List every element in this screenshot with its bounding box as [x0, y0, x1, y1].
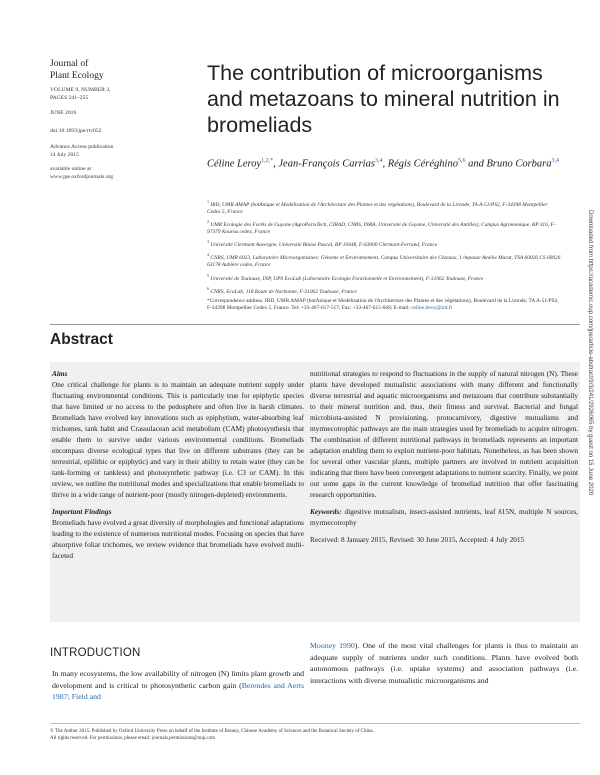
introduction-right-text — [310, 640, 578, 686]
author-affil-sup: 1,2,* — [261, 158, 274, 164]
keywords-text: digestive mutualism, insect-assisted nutrients, leaf δ15N, multiple N sources, myrmecotrophy — [310, 507, 578, 527]
introduction-left-text — [52, 668, 304, 703]
intro-paragraph: In many ecosystems, the low availability of nitrogen (N) limits plant growth and development and is critical to photosynthetic carbon gain ( — [52, 669, 304, 690]
author-affil-sup: 3,4 — [374, 158, 383, 164]
abstract-continuation: nutritional strategies to respond to fluctuations in the supply of natural nitrogen (N). These plants have developed mutualistic associations with many different and functionally diverse terrestrial and aquatic microorganisms and metazoans that contribute substantially to their mineral nutrition and, thus, their fitness and survival. Bacterial and fungal microbiota-assisted N provisioning, protocarnivory, digestive mutualisms and myrmecotrophic pathways are the main strategies used by bromeliads to acquire nitrogen. The combination of different nutritional pathways in bromeliads represents an important adaptation enabling them to exploit nutrient-poor habitats. Nonetheless, as has been shown for several other vascular plants, multiple partners are involved in nutrient acquisition indicating that there have been convergent adaptations to nutrient scarcity. Finally, we point out some gaps in the current knowledge of bromeliad nutrition that offer fascinating research opportunities. — [310, 369, 578, 499]
affiliation: $^4$ CNRS, UMR 6023, Laboratoire Microorganismes: Génome et Environnement, Campus Universitaire des Cézeaux, 1 impasse Amélie Murat, TSA 60026 CS 60026 63178 Aubière cedex, France — [207, 252, 561, 269]
author-joiner: , — [382, 158, 388, 170]
correspondence — [207, 298, 562, 312]
intro-citation[interactable]: Berendes and Aerts 1987; Field and — [52, 680, 304, 701]
abstract-right-column — [310, 368, 578, 551]
author-joiner: and — [465, 158, 487, 170]
article-title: The contribution of microorganisms and metazoans to mineral nutrition in bromeliads — [207, 61, 560, 137]
findings-text: Bromeliads have evolved a great diversity of morphologies and functional adaptations leading to the existence of numerous nutritional modes. Focusing on species that have absorptive foliar trichomes, we review evidence that bromeliads have evolved multi-faceted — [52, 518, 304, 560]
footer-divider — [50, 723, 580, 724]
aims-text: One critical challenge for plants is to maintain an adequate nutrient supply under fluctuating environmental conditions. This is particularly true for epiphytic species that have limited or no access to the pedosphere and often live in harsh climates. Bromeliads have evolved key innovations such as epiphytism, water-absorbing leaf trichomes, tank habit and Crassulacean acid metabolism (CAM) photosynthesis that enable them to survive under various environmental conditions. Bromeliads encompass diverse ecological types that live on different substrates (they can be terrestrial, epilithic or epiphytic) and vary in their ability to retain water (they can be tank-forming or tankless) and photosynthetic pathway (i.e. C3 or CAM). In this review, we outline the nutritional modes and specializations that enable bromeliads to thrive in a wide range of nutrient-poor (mostly nitrogen-depleted) environments. — [52, 380, 304, 499]
volume-text: VOLUME 9, NUMBER 3, — [50, 87, 111, 93]
journal-name-line2: Plant Ecology — [50, 71, 104, 81]
issue-date: JUNE 2016 — [50, 110, 77, 116]
author-name: Céline Leroy — [207, 158, 262, 170]
author-joiner: , — [273, 158, 279, 170]
journal-name-line1: Journal of — [50, 59, 89, 69]
aims-heading: Aims — [52, 369, 68, 378]
author-affil-sup: 5,6 — [457, 158, 466, 164]
advance-access-label: Advance Access publication — [50, 144, 114, 150]
intro-citation[interactable]: Mooney 1990 — [310, 641, 355, 650]
advance-access-date: 14 July 2015 — [50, 151, 79, 158]
download-note-text: Downloaded from https://academic.oup.com/jpe/article-abstract/9/3/241/2926065 by guest on 15 June 2020 — [587, 210, 593, 496]
section-divider — [50, 324, 580, 325]
journal-website[interactable]: www.jpe.oxfordjournals.org — [50, 173, 114, 180]
findings-heading: Important Findings — [52, 507, 112, 516]
affiliation: $^2$ UMR Ecologie des Forêts de Guyane (AgroParisTech, CIRAD, CNRS, INRA, Université de Guyane, Université des Antilles), Campus Agronomique, BP 316, F-97379 Kourou cedex, France — [207, 219, 556, 236]
author-name: Régis Céréghino — [387, 158, 458, 170]
affiliation: $^5$ Université de Toulouse, INP, UPS EcoLab (Laboratoire Ecologie Fonctionnelle et Environnement), F-31062 Toulouse, France — [207, 272, 484, 282]
copyright-line: © The Author 2015. Published by Oxford University Press on behalf of the Institute of Botany, Chinese Academy of Sciences and the Botanical Society of China. — [50, 729, 374, 734]
affiliation: $^6$ CNRS, EcoLab, 118 Route de Narbonne, F-31062 Toulouse, France — [207, 285, 357, 295]
availability — [50, 166, 140, 181]
abstract-heading: Abstract — [50, 331, 113, 348]
journal-issue — [50, 87, 140, 102]
abstract-left-column — [52, 368, 304, 567]
doi-text[interactable]: doi:10.1093/jpe/rtv052 — [50, 128, 102, 134]
correspondence-text: *Correspondence address. IRD, UMR AMAP (botAnique et Modélisation de l'Architecture des Plantes et des végétations), Boulevard de la Lironde, TA A-51/PS2, F-34398 Montpellier Cedex 5, France. Tel: +33-467-617-517; Fax: +33-467-615-668; E-mail: — [207, 297, 559, 311]
author-list — [207, 154, 567, 172]
pages-text: PAGES 241–255 — [50, 94, 89, 101]
author-name: Bruno Corbara — [486, 158, 552, 170]
permissions-line: All rights reserved. For permissions, please email: journals.permissions@oup.com — [50, 736, 215, 741]
introduction-heading: INTRODUCTION — [50, 647, 141, 659]
intro-paragraph: ). One of the most vital challenges for plants is thus to maintain an adequate supply of nutrients under such conditions. Plants have evolved both autonomous pathways (i.e. uptake systems) and association pathways (i.e. interactions with diverse mutualistic microorganisms and — [310, 641, 578, 685]
affiliations — [207, 198, 562, 314]
affiliation: $^3$ Université Clermont Auvergne, Université Blaise Pascal, BP 10448, F-63000 Clermont-Ferrand, France — [207, 239, 438, 249]
author-name: Jean-François Carrias — [278, 158, 375, 170]
available-label: available online at — [50, 166, 92, 172]
correspondence-email[interactable]: celine.leroy@ird.fr — [411, 304, 453, 311]
advance-access — [50, 144, 140, 159]
affiliation: $^1$ IRD, UMR AMAP (botAnique et Modélisation de l'Architecture des Plantes et des végétations), Boulevard de la Lironde, TA A-51/PS2, F-34398 Montpellier Cedex 5, France — [207, 199, 548, 215]
download-note — [583, 210, 595, 710]
author-affil-sup: 3,4 — [551, 158, 560, 164]
keywords-label: Keywords: — [310, 507, 342, 516]
keywords — [310, 506, 578, 528]
journal-name — [50, 58, 130, 82]
article-dates: Received: 8 January 2015, Revised: 30 June 2015, Accepted: 4 July 2015 — [310, 535, 525, 544]
copyright-footer — [50, 728, 570, 742]
